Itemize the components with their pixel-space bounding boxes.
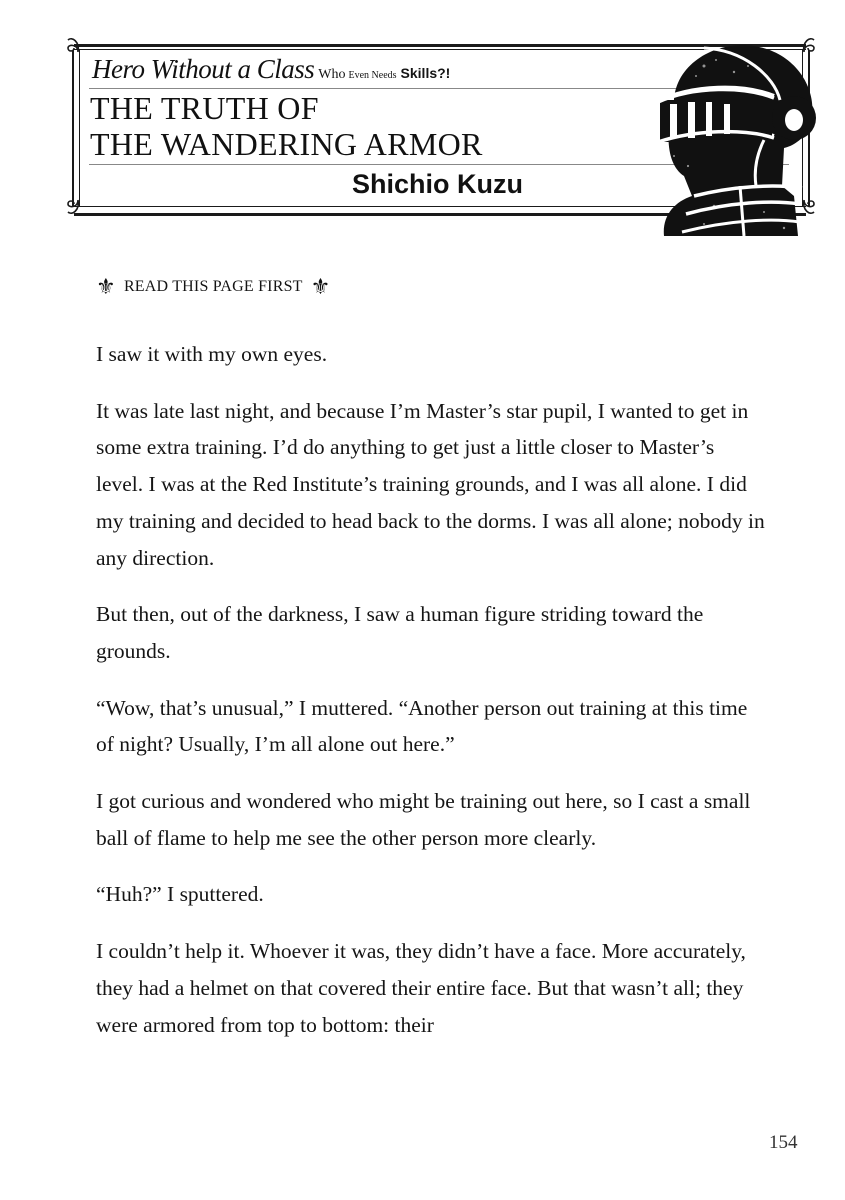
fleur-de-lis-icon: ⚜	[96, 274, 116, 299]
knight-helmet-icon	[644, 36, 824, 246]
author-name: Shichio Kuzu	[352, 169, 523, 199]
paragraph: But then, out of the darkness, I saw a human figure striding toward the grounds.	[96, 602, 704, 663]
story-body	[96, 336, 766, 1063]
series-title-main: Hero Without a Class	[92, 54, 315, 84]
paragraph: It was late last night, and because I’m Master’s star pupil, I wanted to get in some extra training. I’d do anything to get just a little closer to Master’s level. I was at the Red Institute’s training grounds, and I was all alone. I did my training and decided to head back to the dorms. I was all alone; nobody in any direction.	[96, 398, 765, 570]
paragraph: I got curious and wondered who might be training out here, so I cast a small ball of flame to help me see the other person more clearly.	[96, 789, 751, 850]
series-title-who: Who	[318, 67, 346, 82]
series-title	[92, 54, 450, 85]
series-title-skills: Skills?!	[400, 65, 451, 81]
story-title-line-2: THE WANDERING ARMOR	[90, 126, 483, 162]
title-banner	[62, 30, 822, 230]
banner-frame-left	[72, 50, 80, 206]
series-title-even-needs: Even Needs	[348, 70, 397, 81]
page-number: 154	[769, 1132, 798, 1153]
scroll-ornament-icon	[62, 34, 84, 56]
paragraph: I couldn’t help it. Whoever it was, they didn’t have a face. More accurately, they had a helmet on that covered their entire face. But that wasn’t all; they were armored from top to bottom: their	[96, 939, 746, 1037]
section-heading-label: READ THIS PAGE FIRST	[123, 278, 303, 295]
paragraph: “Huh?” I sputtered.	[96, 882, 264, 907]
paragraph: “Wow, that’s unusual,” I muttered. “Another person out training at this time of night? Usually, I’m all alone out here.”	[96, 695, 748, 757]
story-title	[90, 90, 483, 162]
section-heading	[96, 276, 331, 298]
scroll-ornament-icon	[62, 196, 84, 218]
fleur-de-lis-icon: ⚜	[310, 274, 331, 299]
paragraph: I saw it with my own eyes.	[96, 342, 328, 366]
story-title-line-1: THE TRUTH OF	[90, 90, 319, 126]
